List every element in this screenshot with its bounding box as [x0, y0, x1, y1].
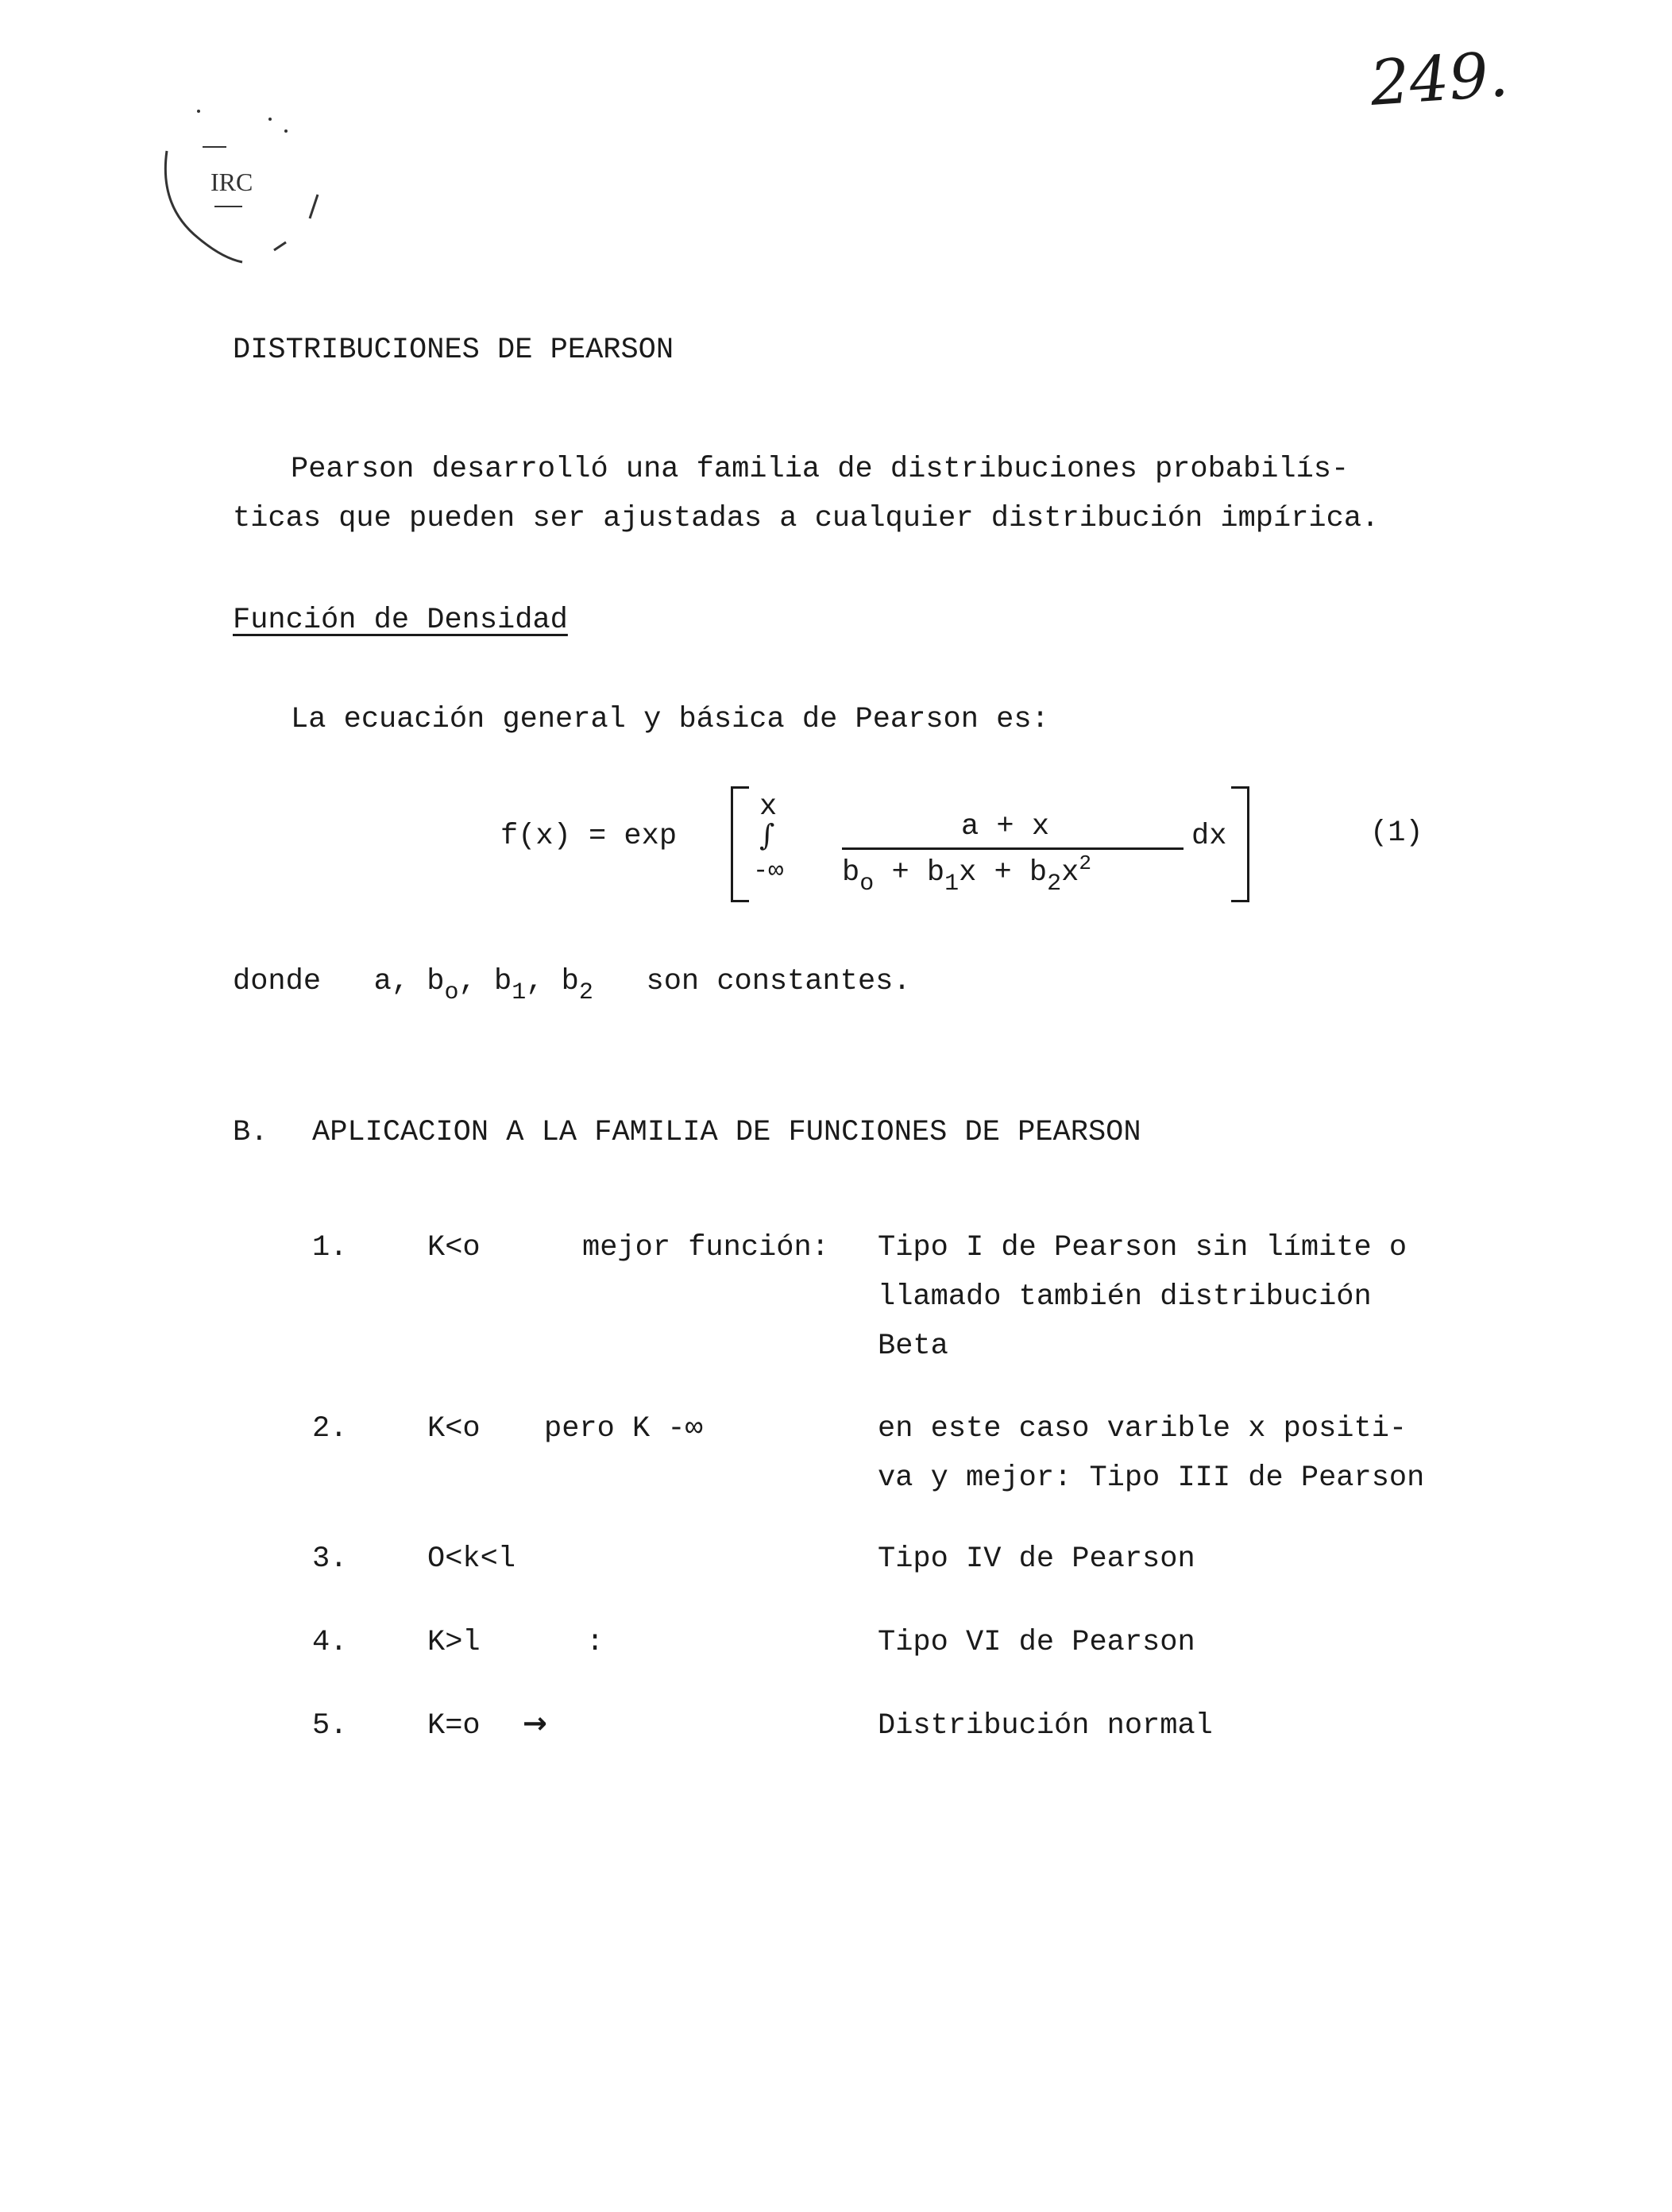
item-result-line: en este caso varible x positi- [878, 1412, 1407, 1446]
constants-suffix: son constantes. [646, 965, 911, 998]
equation-lhs: f(x) = exp [500, 820, 678, 853]
stamp-text: IRC [210, 168, 253, 196]
library-stamp [151, 103, 334, 270]
item-result-line: Tipo IV de Pearson [878, 1542, 1195, 1576]
item-number: 2. [312, 1412, 348, 1446]
integral-sign: ∫ [759, 818, 775, 852]
item-condition: K<o [427, 1412, 481, 1446]
item-condition: K<o [427, 1231, 481, 1264]
item-number: 5. [312, 1709, 348, 1743]
equation-lead: La ecuación general y básica de Pearson es: [291, 703, 1049, 736]
item-number: 3. [312, 1542, 348, 1576]
item-result-line: va y mejor: Tipo III de Pearson [878, 1461, 1425, 1495]
arrow-icon: → [523, 1706, 548, 1740]
item-condition: O<k<l [427, 1542, 516, 1576]
section-b-letter: B. [233, 1116, 268, 1149]
item-number: 1. [312, 1231, 348, 1264]
intro-line-1: Pearson desarrolló una familia de distribuciones probabilís- [291, 453, 1350, 486]
integral-lower-limit: -∞ [753, 856, 784, 886]
item-result-line: Distribución normal [878, 1709, 1213, 1743]
item-result-line: Tipo I de Pearson sin límite o [878, 1231, 1407, 1264]
item-result-line: Tipo VI de Pearson [878, 1626, 1195, 1659]
left-bracket [731, 786, 749, 902]
item-condition: K>l [427, 1626, 481, 1659]
intro-line-2: ticas que pueden ser ajustadas a cualquier distribución impírica. [233, 502, 1380, 535]
section-title-density: Función de Densidad [233, 604, 568, 637]
item-condition: K=o [427, 1709, 481, 1743]
fraction-bar [842, 847, 1184, 850]
equation-number: (1) [1370, 816, 1423, 850]
right-bracket [1231, 786, 1249, 902]
item-middle: pero K -∞ [544, 1412, 703, 1446]
fraction-denominator: $b_o + b_1x + b_2x^2$ [842, 851, 1091, 898]
fraction-numerator: a + x [961, 810, 1050, 843]
item-result-line: llamado también distribución [878, 1280, 1372, 1314]
constant-a: a, [373, 965, 410, 998]
item-middle: : [586, 1626, 604, 1659]
page-number: 249. [1368, 39, 1511, 120]
item-middle: mejor función: [582, 1231, 829, 1264]
item-result-line: Beta [878, 1330, 948, 1363]
integral-upper-limit: x [759, 790, 778, 824]
constants-sentence: donde a, $b_o$, $b_1$, $b_2$ son constantes. [233, 965, 911, 1006]
section-b-title: APLICACION A LA FAMILIA DE FUNCIONES DE PEARSON [312, 1116, 1141, 1149]
item-number: 4. [312, 1626, 348, 1659]
document-heading: DISTRIBUCIONES DE PEARSON [233, 334, 674, 367]
pearson-equation [500, 786, 1454, 921]
constants-prefix: donde [233, 965, 322, 998]
differential: dx [1191, 820, 1227, 853]
